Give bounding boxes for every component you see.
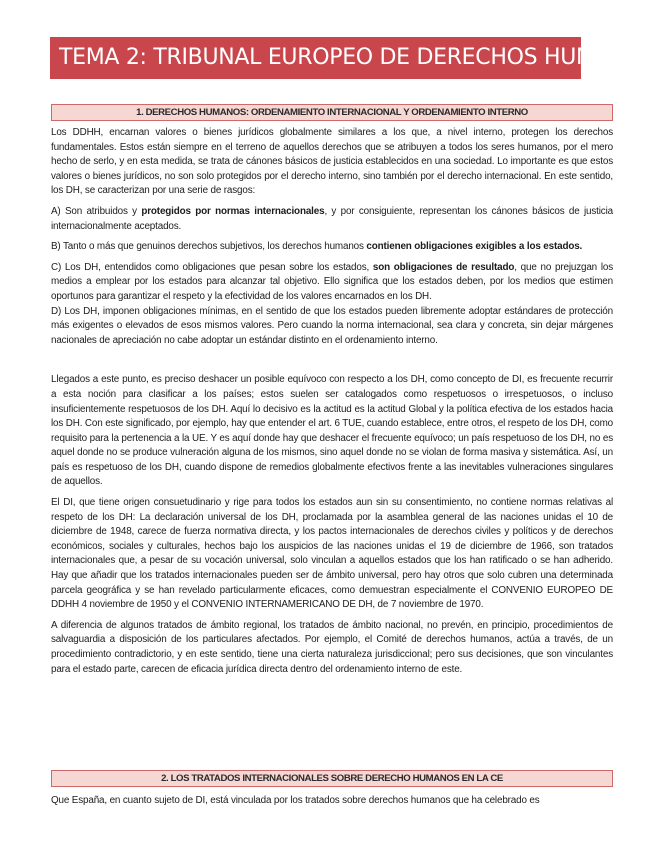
tratados-paragraph: A diferencia de algunos tratados de ámbito regional, los tratados de ámbito nacional, no prevén, en principio, procedimientos de salvaguardia a disposición de los particulares afectados. Por ejemplo, el Comité de derechos humanos, actúa a través, de un procedimiento contradictorio, y en este sentido, tiene una cierta naturaleza jurisdiccional; pero sus decisiones, que son vinculantes para el estado parte, carecen de eficacia jurídica directa dentro del ordenamiento interno de este. [51, 619, 613, 675]
feature-c-text-end: , que no prejuzgan los medios a emplear por los estados para alcanzar tal objetivo. Ello significa que los estados deben, por los medios que estimen oportunos para garantizar el respeto y la efectividad de los valores encarnados en los DH. [51, 261, 613, 302]
section-2-heading: 2. LOS TRATADOS INTERNACIONALES SOBRE DERECHO HUMANOS EN LA CE [51, 770, 613, 787]
feature-b-bold: contienen obligaciones exigibles a los estados. [366, 241, 583, 253]
section-2-body [51, 794, 613, 809]
feature-c-text: C) Los DH, entendidos como obligaciones que pesan sobre los estados, [51, 261, 373, 273]
feature-b-paragraph [51, 240, 613, 255]
section-1-heading: 1. DERECHOS HUMANOS: ORDENAMIENTO INTERNACIONAL Y ORDENAMIENTO INTERNO [51, 104, 613, 121]
equivoco-paragraph: Llegados a este punto, es preciso deshacer un posible equívoco con respecto a los DH, como concepto de DI, es frecuente recurrir a esta noción para clasificar a los países; estos suelen ser catalogados como respetuosos o irrespetuosos, o incluso insuficientemente respetuosos de los DH. Aquí lo decisivo es la actitud es la actitud Global y la política efectiva de los estados hacia los DH. Con este significado, por ejemplo, hay que entender el art. 6 TUE, cuando establece, entre otros, el respeto de los DH, como requisito para la pertenencia a la UE. Y es aquí donde hay que deshacer el frecuente equívoco; un país respetuoso de los DH, no es aquel donde no se produce vulneración alguna de los mismos, sino aquel donde no se violan de forma masiva y sistemática. Así, un país es respetuoso de los DH, cuando dispone de remedios globalmente efectivos frente a las inevitables vulneraciones singulares de aquellos. [51, 374, 613, 488]
intro-paragraph: Los DDHH, encarnan valores o bienes jurídicos globalmente similares a los que, a nivel interno, protegen los derechos fundamentales. Estos están siempre en el terreno de aquellos derechos que se atribuyen a todos los seres humanos, por el mero hecho de serlo, y en esta medida, se trata de cánones básicos de justicia establecidos en una sociedad. Lo importante es que estos valores o bienes jurídicos, no son solo protegidos por el derecho interno, sino también por el derecho internacional. En este sentido, los DH, se caracterizan por una serie de rasgos: [51, 127, 613, 197]
feature-a-paragraph [51, 205, 613, 234]
feature-a-text: A) Son atribuidos y [51, 205, 142, 217]
feature-a-text-end: , y por consiguiente, representan los cánones básicos de justicia internacionalmente aceptados. [51, 205, 613, 232]
feature-d-paragraph: D) Los DH, imponen obligaciones mínimas, en el sentido de que los estados pueden libremente adoptar estándares de protección más exigentes o elevados de esos mismos valores. Pero cuando la norma internacional, sea clara y concreta, sin dejar márgenes nacionales de apreciación no cabe adoptar un estándar distinto en el ordenamiento interno. [51, 305, 613, 346]
feature-a-bold: protegidos por normas internacionales [141, 205, 325, 217]
section-2-paragraph: Que España, en cuanto sujeto de DI, está vinculada por los tratados sobre derechos humanos que ha celebrado es [51, 795, 540, 806]
feature-c-paragraph [51, 261, 613, 305]
feature-b-text: B) Tanto o más que genuinos derechos subjetivos, los derechos humanos [51, 241, 367, 253]
feature-c-bold: son obligaciones de resultado [372, 261, 515, 273]
document-title: TEMA 2: TRIBUNAL EUROPEO DE DERECHOS HUMANOS [50, 37, 581, 79]
section-1-body [51, 126, 613, 677]
di-paragraph: El DI, que tiene origen consuetudinario y rige para todos los estados aun sin su consentimiento, no contiene normas relativas al respeto de los DH: La declaración universal de los DH, proclamada por la asamblea general de las naciones unidas el 10 de diciembre de 1948, carece de fuerza normativa directa, y los pactos internacionales de derechos civiles y políticos y de derechos económicos, sociales y culturales, hechos bajo los auspicios de las naciones unidas el 19 de diciembre de 1966, son tratados internacionales que, a pesar de su vocación universal, solo vinculan a aquellos estados que los han ratificado o se han adherido. Hay que añadir que los tratados internacionales pueden ser de ámbito universal, pero hay otros que solo cubren una determinada parcela geográfica y se han revelado particularmente eficaces, como demuestran especialmente el CONVENIO EUROPEO DE DDHH 4 noviembre de 1950 y el CONVENIO INTERNAMERICANO DE DH, de 7 noviembre de 1970. [51, 497, 613, 611]
